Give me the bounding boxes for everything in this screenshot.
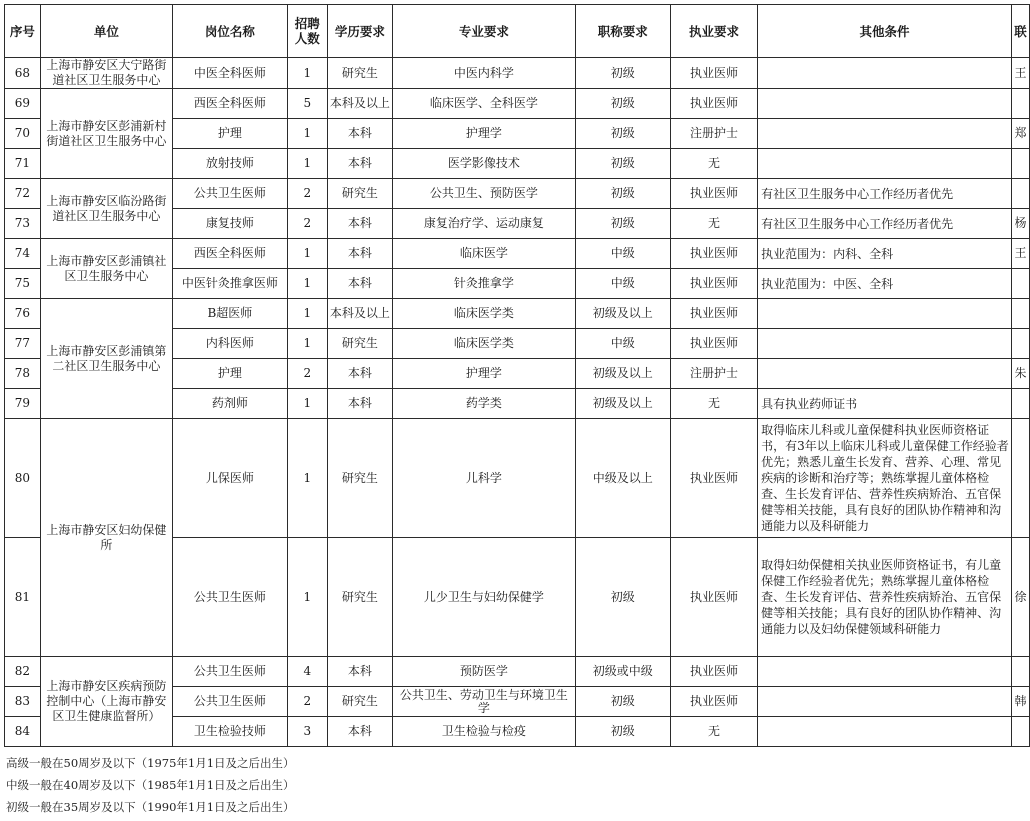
cell-count: 1 (287, 329, 327, 359)
cell-count: 4 (287, 657, 327, 687)
cell-major: 护理学 (393, 359, 575, 389)
cell-major: 药学类 (393, 389, 575, 419)
table-row (5, 179, 1030, 209)
cell-license: 执业医师 (670, 299, 757, 329)
cell-seq: 72 (5, 179, 41, 209)
cell-extra: 韩 (1011, 687, 1029, 717)
cell-license: 执业医师 (670, 538, 757, 657)
cell-major: 临床医学类 (393, 329, 575, 359)
cell-seq: 74 (5, 239, 41, 269)
cell-license: 注册护士 (670, 359, 757, 389)
cell-seq: 68 (5, 58, 41, 89)
cell-other: 取得临床儿科或儿童保健科执业医师资格证书，有3年以上临床儿科或儿童保健工作经验者优先；熟悉儿童生长发育、营养、心理、常见疾病的诊断和治疗等；熟练掌握儿童体格检查、生长发育评估、营养性疾病矫治、五官保健等相关技能，具有良好的团队协作精神和沟通能力以及科研能力 (758, 419, 1012, 538)
cell-extra (1011, 299, 1029, 329)
cell-title: 初级 (575, 717, 670, 747)
cell-count: 1 (287, 419, 327, 538)
cell-major: 临床医学类 (393, 299, 575, 329)
cell-major: 中医内科学 (393, 58, 575, 89)
header-position: 岗位名称 (172, 5, 287, 58)
header-education: 学历要求 (327, 5, 393, 58)
cell-title: 初级 (575, 209, 670, 239)
cell-other (758, 329, 1012, 359)
cell-other (758, 299, 1012, 329)
table-row (5, 89, 1030, 119)
cell-count: 1 (287, 58, 327, 89)
table-row (5, 419, 1030, 538)
cell-title: 中级及以上 (575, 419, 670, 538)
cell-seq: 73 (5, 209, 41, 239)
cell-other (758, 149, 1012, 179)
cell-other (758, 657, 1012, 687)
cell-license: 无 (670, 149, 757, 179)
cell-count: 2 (287, 359, 327, 389)
cell-major: 公共卫生、预防医学 (393, 179, 575, 209)
cell-education: 本科 (327, 119, 393, 149)
cell-major: 护理学 (393, 119, 575, 149)
footnote-senior: 高级一般在50周岁及以下（1975年1月1日及之后出生） (6, 756, 295, 770)
cell-license: 无 (670, 209, 757, 239)
cell-unit: 上海市静安区彭浦新村街道社区卫生服务中心 (40, 89, 172, 179)
cell-count: 1 (287, 389, 327, 419)
cell-education: 研究生 (327, 687, 393, 717)
cell-other (758, 89, 1012, 119)
cell-position: 卫生检验技师 (172, 717, 287, 747)
cell-unit: 上海市静安区临汾路街道社区卫生服务中心 (40, 179, 172, 239)
cell-unit: 上海市静安区彭浦镇社区卫生服务中心 (40, 239, 172, 299)
cell-position: 中医全科医师 (172, 58, 287, 89)
cell-title: 初级 (575, 58, 670, 89)
cell-title: 初级或中级 (575, 657, 670, 687)
cell-position: 护理 (172, 359, 287, 389)
cell-other: 执业范围为：内科、全科 (758, 239, 1012, 269)
cell-title: 初级 (575, 149, 670, 179)
cell-seq: 81 (5, 538, 41, 657)
cell-major: 康复治疗学、运动康复 (393, 209, 575, 239)
cell-education: 本科 (327, 269, 393, 299)
cell-position: 公共卫生医师 (172, 179, 287, 209)
cell-license: 执业医师 (670, 329, 757, 359)
cell-seq: 84 (5, 717, 41, 747)
cell-seq: 79 (5, 389, 41, 419)
cell-extra (1011, 329, 1029, 359)
cell-title: 初级及以上 (575, 389, 670, 419)
cell-title: 初级 (575, 89, 670, 119)
cell-title: 初级 (575, 179, 670, 209)
cell-license: 无 (670, 389, 757, 419)
cell-count: 2 (287, 687, 327, 717)
cell-position: 公共卫生医师 (172, 657, 287, 687)
cell-education: 本科 (327, 209, 393, 239)
cell-seq: 77 (5, 329, 41, 359)
cell-title: 初级 (575, 687, 670, 717)
header-seq: 序号 (5, 5, 41, 58)
cell-other (758, 119, 1012, 149)
cell-seq: 69 (5, 89, 41, 119)
cell-license: 执业医师 (670, 269, 757, 299)
cell-seq: 76 (5, 299, 41, 329)
footnote-junior: 初级一般在35周岁及以下（1990年1月1日及之后出生） (6, 800, 295, 814)
cell-extra (1011, 717, 1029, 747)
cell-position: 放射技师 (172, 149, 287, 179)
cell-other: 取得妇幼保健相关执业医师资格证书，有儿童保健工作经验者优先；熟练掌握儿童体格检查、生长发育评估、营养性疾病矫治、五官保健等相关技能；具有良好的团队协作精神、沟通能力以及妇幼保健领域科研能力 (758, 538, 1012, 657)
header-extra: 联 (1011, 5, 1029, 58)
cell-license: 执业医师 (670, 89, 757, 119)
cell-count: 3 (287, 717, 327, 747)
cell-education: 研究生 (327, 58, 393, 89)
cell-major: 临床医学、全科医学 (393, 89, 575, 119)
cell-position: 药剂师 (172, 389, 287, 419)
cell-position: 中医针灸推拿医师 (172, 269, 287, 299)
cell-extra: 徐 (1011, 538, 1029, 657)
cell-other: 执业范围为：中医、全科 (758, 269, 1012, 299)
cell-extra (1011, 149, 1029, 179)
cell-seq: 80 (5, 419, 41, 538)
cell-education: 本科 (327, 239, 393, 269)
cell-other: 具有执业药师证书 (758, 389, 1012, 419)
cell-count: 1 (287, 119, 327, 149)
cell-position: 公共卫生医师 (172, 687, 287, 717)
cell-title: 初级及以上 (575, 359, 670, 389)
cell-extra: 杨 (1011, 209, 1029, 239)
cell-license: 无 (670, 717, 757, 747)
cell-other (758, 359, 1012, 389)
age-footnotes (6, 752, 295, 818)
cell-education: 本科 (327, 149, 393, 179)
cell-unit: 上海市静安区疾病预防控制中心（上海市静安区卫生健康监督所） (40, 657, 172, 747)
table-row (5, 657, 1030, 687)
cell-count: 5 (287, 89, 327, 119)
cell-seq: 75 (5, 269, 41, 299)
cell-title: 初级 (575, 538, 670, 657)
cell-major: 卫生检验与检疫 (393, 717, 575, 747)
cell-education: 研究生 (327, 329, 393, 359)
cell-count: 1 (287, 239, 327, 269)
cell-license: 执业医师 (670, 179, 757, 209)
cell-other (758, 58, 1012, 89)
cell-other: 有社区卫生服务中心工作经历者优先 (758, 179, 1012, 209)
cell-unit: 上海市静安区妇幼保健所 (40, 419, 172, 657)
cell-other (758, 687, 1012, 717)
cell-title: 中级 (575, 269, 670, 299)
cell-extra: 王 (1011, 239, 1029, 269)
cell-license: 执业医师 (670, 687, 757, 717)
cell-education: 研究生 (327, 179, 393, 209)
header-recruit: 招聘人数 (287, 5, 327, 58)
cell-extra (1011, 389, 1029, 419)
cell-major: 儿科学 (393, 419, 575, 538)
cell-license: 执业医师 (670, 58, 757, 89)
cell-extra: 朱 (1011, 359, 1029, 389)
cell-extra: 王 (1011, 58, 1029, 89)
cell-position: 公共卫生医师 (172, 538, 287, 657)
cell-position: 西医全科医师 (172, 239, 287, 269)
cell-count: 1 (287, 149, 327, 179)
header-other: 其他条件 (758, 5, 1012, 58)
cell-education: 本科及以上 (327, 299, 393, 329)
cell-count: 1 (287, 299, 327, 329)
header-major: 专业要求 (393, 5, 575, 58)
cell-seq: 78 (5, 359, 41, 389)
cell-position: 西医全科医师 (172, 89, 287, 119)
cell-major: 临床医学 (393, 239, 575, 269)
cell-count: 2 (287, 209, 327, 239)
cell-major: 公共卫生、劳动卫生与环境卫生学 (393, 687, 575, 717)
cell-major: 预防医学 (393, 657, 575, 687)
cell-unit: 上海市静安区大宁路街道社区卫生服务中心 (40, 58, 172, 89)
cell-count: 1 (287, 538, 327, 657)
cell-education: 本科 (327, 389, 393, 419)
cell-education: 本科 (327, 657, 393, 687)
table-row (5, 58, 1030, 89)
recruitment-table (4, 4, 1030, 747)
cell-extra: 郑 (1011, 119, 1029, 149)
cell-unit: 上海市静安区彭浦镇第二社区卫生服务中心 (40, 299, 172, 419)
cell-education: 研究生 (327, 538, 393, 657)
table-header-row (5, 5, 1030, 58)
cell-license: 执业医师 (670, 239, 757, 269)
cell-title: 中级 (575, 329, 670, 359)
table-row (5, 239, 1030, 269)
cell-major: 医学影像技术 (393, 149, 575, 179)
cell-title: 中级 (575, 239, 670, 269)
cell-position: 内科医师 (172, 329, 287, 359)
cell-position: 儿保医师 (172, 419, 287, 538)
cell-education: 本科 (327, 359, 393, 389)
table-row (5, 299, 1030, 329)
cell-title: 初级 (575, 119, 670, 149)
cell-education: 研究生 (327, 419, 393, 538)
header-unit: 单位 (40, 5, 172, 58)
cell-seq: 71 (5, 149, 41, 179)
cell-seq: 83 (5, 687, 41, 717)
cell-position: 护理 (172, 119, 287, 149)
cell-major: 针灸推拿学 (393, 269, 575, 299)
cell-extra (1011, 269, 1029, 299)
cell-title: 初级及以上 (575, 299, 670, 329)
cell-position: B超医师 (172, 299, 287, 329)
cell-extra (1011, 89, 1029, 119)
cell-other: 有社区卫生服务中心工作经历者优先 (758, 209, 1012, 239)
cell-license: 执业医师 (670, 419, 757, 538)
cell-position: 康复技师 (172, 209, 287, 239)
cell-extra (1011, 419, 1029, 538)
cell-license: 注册护士 (670, 119, 757, 149)
cell-seq: 82 (5, 657, 41, 687)
footnote-intermediate: 中级一般在40周岁及以下（1985年1月1日及之后出生） (6, 778, 295, 792)
header-title: 职称要求 (575, 5, 670, 58)
cell-other (758, 717, 1012, 747)
cell-major: 儿少卫生与妇幼保健学 (393, 538, 575, 657)
cell-license: 执业医师 (670, 657, 757, 687)
header-license: 执业要求 (670, 5, 757, 58)
cell-seq: 70 (5, 119, 41, 149)
cell-extra (1011, 179, 1029, 209)
cell-education: 本科 (327, 717, 393, 747)
cell-education: 本科及以上 (327, 89, 393, 119)
cell-count: 2 (287, 179, 327, 209)
cell-extra (1011, 657, 1029, 687)
cell-count: 1 (287, 269, 327, 299)
